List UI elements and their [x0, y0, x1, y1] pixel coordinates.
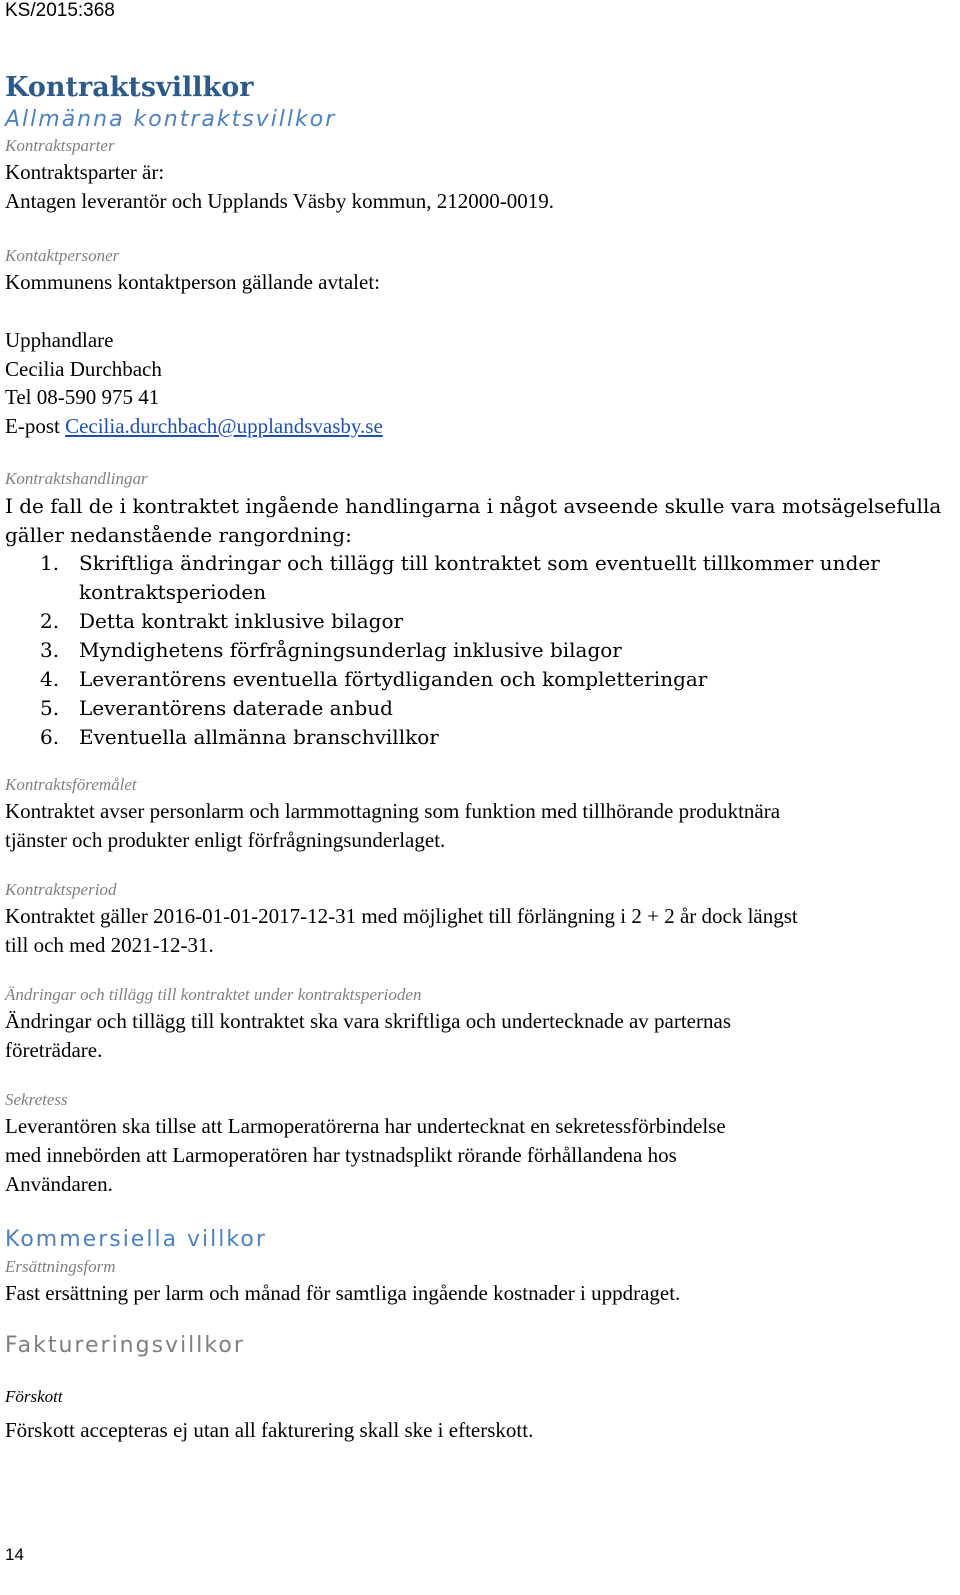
list-item: [5, 607, 905, 636]
list-text: Myndighetens förfrågningsunderlag inklusive bilagor: [79, 638, 622, 662]
list-number: 2.: [40, 609, 60, 633]
label-sekretess: Sekretess: [5, 1090, 68, 1109]
list-item: [5, 549, 905, 607]
page-title: Kontraktsvillkor: [5, 72, 254, 103]
handlingar-line-2: gäller nedanstående rangordning:: [5, 523, 352, 547]
label-forskott: Förskott: [5, 1387, 63, 1406]
contact-name: Cecilia Durchbach: [5, 357, 162, 381]
list-text: Eventuella allmänna branschvillkor: [79, 725, 439, 749]
list-text-cont: kontraktsperioden: [79, 580, 267, 604]
sekretess-line-2: med innebörden att Larmoperatören har tystnadsplikt rörande förhållandena hos: [5, 1143, 677, 1167]
label-kontraktsperiod: Kontraktsperiod: [5, 880, 117, 899]
sekretess-line-1: Leverantören ska tillse att Larmoperatörerna har undertecknat en sekretessförbindelse: [5, 1114, 726, 1138]
sekretess-line-3: Användaren.: [5, 1172, 113, 1196]
list-text: Skriftliga ändringar och tillägg till kontraktet som eventuellt tillkommer under: [79, 551, 880, 575]
list-number: 5.: [40, 696, 60, 720]
handlingar-line-1: I de fall de i kontraktet ingående handlingarna i något avseende skulle vara motsägelsefulla: [5, 494, 942, 518]
ersattning-line: Fast ersättning per larm och månad för samtliga ingående kostnader i uppdraget.: [5, 1281, 681, 1305]
heading-allmanna-villkor: Allmänna kontraktsvillkor: [5, 107, 337, 132]
page-number: 14: [5, 1545, 24, 1564]
list-text: Detta kontrakt inklusive bilagor: [79, 609, 404, 633]
rangordning-list: [5, 549, 905, 752]
list-item: [5, 694, 905, 723]
heading-kommersiella-villkor: Kommersiella villkor: [5, 1227, 267, 1252]
label-kontraktshandlingar: Kontraktshandlingar: [5, 469, 148, 488]
period-line-2: till och med 2021-12-31.: [5, 933, 214, 957]
parter-line-1: Kontraktsparter är:: [5, 160, 165, 184]
label-kontraktsforemalet: Kontraktsföremålet: [5, 775, 137, 794]
list-item: [5, 665, 905, 694]
label-kontaktpersoner: Kontaktpersoner: [5, 246, 120, 265]
andringar-line-2: företrädare.: [5, 1038, 103, 1062]
period-line-1: Kontraktet gäller 2016-01-01-2017-12-31 med möjlighet till förlängning i 2 + 2 år dock längst: [5, 904, 798, 928]
email-prefix: E-post: [5, 414, 66, 438]
forskott-line: Förskott accepteras ej utan all fakturering skall ske i efterskott.: [5, 1418, 534, 1442]
foremal-line-1: Kontraktet avser personlarm och larmmottagning som funktion med tillhörande produktnära: [5, 799, 781, 823]
list-item: [5, 636, 905, 665]
andringar-line-1: Ändringar och tillägg till kontraktet ska vara skriftliga och undertecknade av parternas: [5, 1009, 731, 1033]
contact-email-row: [5, 412, 383, 441]
list-number: 4.: [40, 667, 60, 691]
label-ersattningsform: Ersättningsform: [5, 1257, 116, 1276]
foremal-line-2: tjänster och produkter enligt förfrågningsunderlaget.: [5, 828, 446, 852]
list-number: 3.: [40, 638, 60, 662]
list-text: Leverantörens daterade anbud: [79, 696, 393, 720]
list-text: Leverantörens eventuella förtydliganden och kompletteringar: [79, 667, 708, 691]
email-link[interactable]: Cecilia.durchbach@upplandsvasby.se: [65, 414, 383, 438]
contact-role: Upphandlare: [5, 328, 114, 352]
label-kontraktsparter: Kontraktsparter: [5, 136, 115, 155]
heading-faktureringsvillkor: Faktureringsvillkor: [5, 1333, 245, 1358]
list-number: 6.: [40, 725, 60, 749]
label-andringar: Ändringar och tillägg till kontraktet under kontraktsperioden: [5, 985, 422, 1004]
list-item: [5, 723, 905, 752]
parter-line-2: Antagen leverantör och Upplands Väsby kommun, 212000-0019.: [5, 189, 555, 213]
kontakt-line: Kommunens kontaktperson gällande avtalet:: [5, 270, 380, 294]
document-reference: KS/2015:368: [5, 0, 115, 21]
list-number: 1.: [40, 551, 60, 575]
contact-phone: Tel 08-590 975 41: [5, 385, 160, 409]
